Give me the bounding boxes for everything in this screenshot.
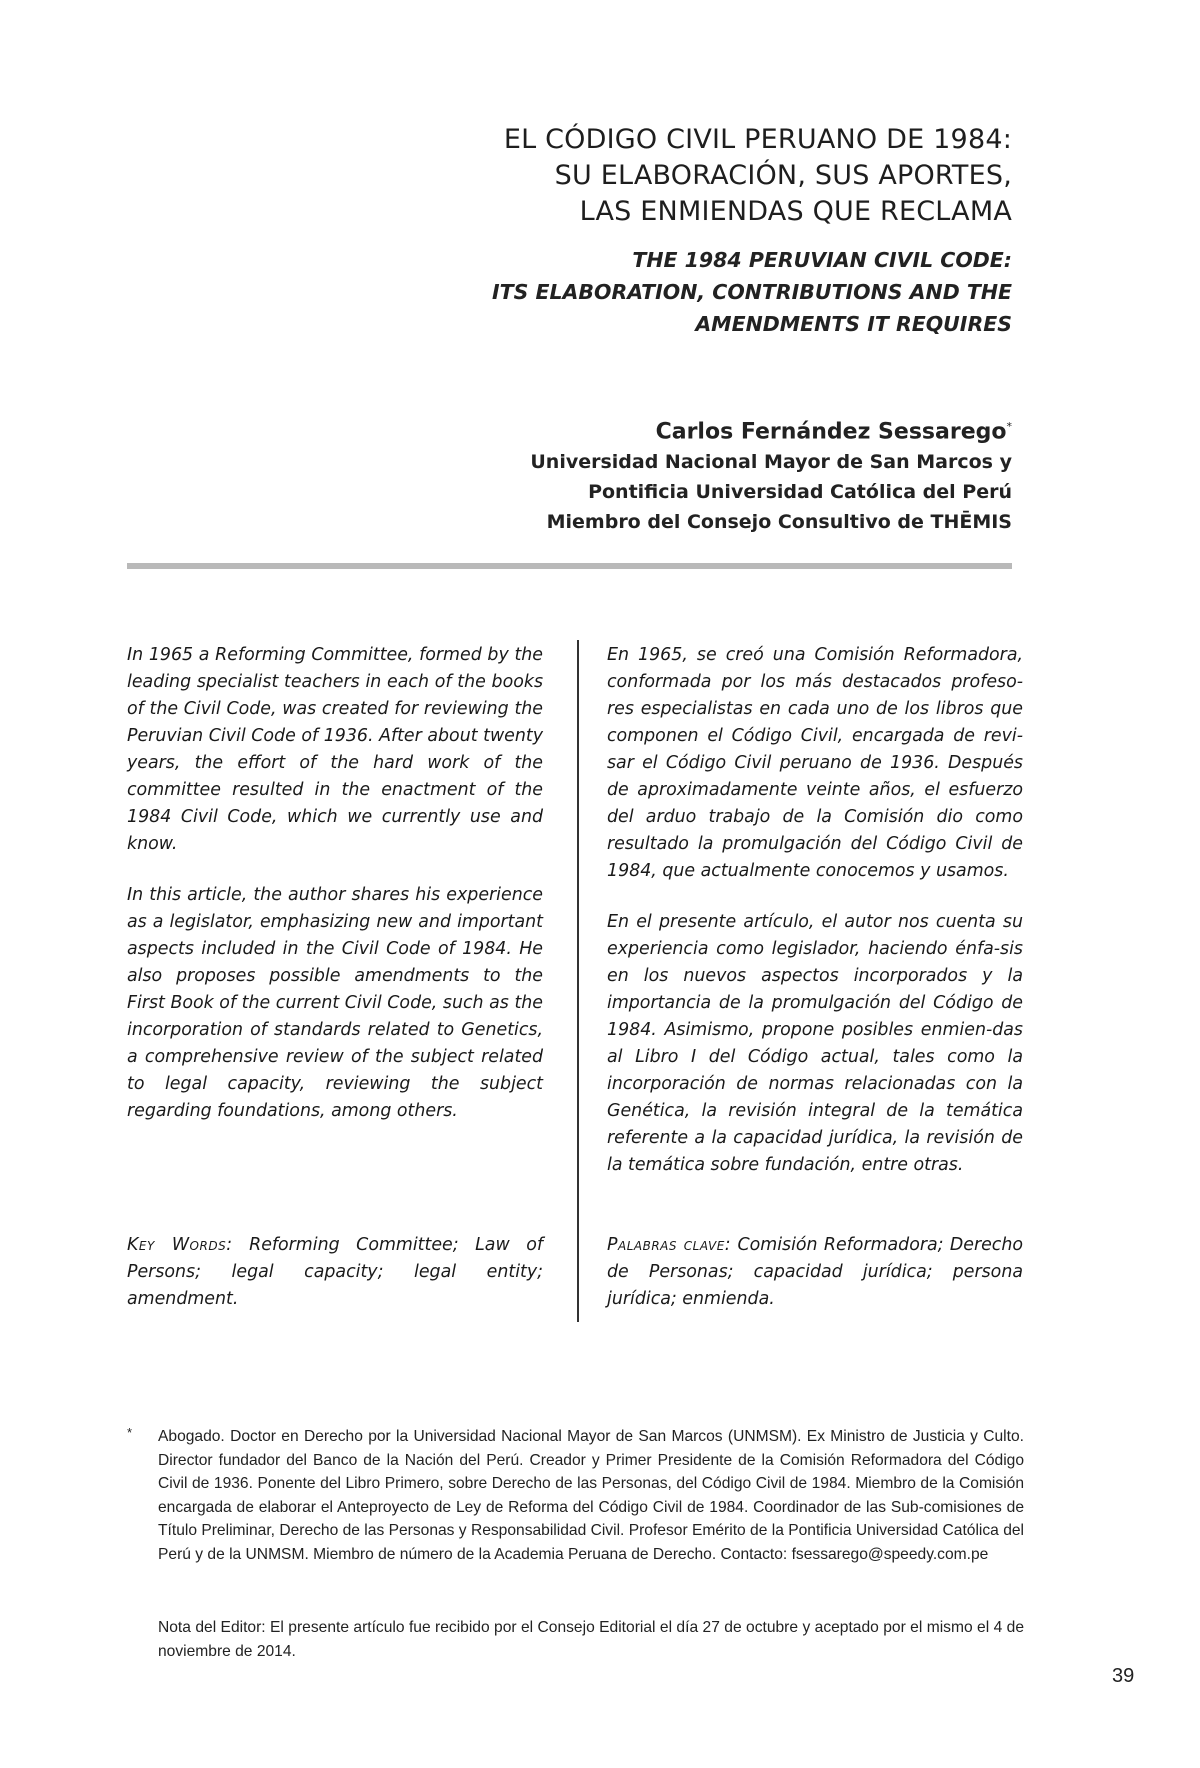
article-title-block <box>492 122 1012 340</box>
abstract-spanish <box>607 642 1023 1179</box>
title-es-line: SU ELABORACIÓN, SUS APORTES, <box>554 160 1012 191</box>
abstract-en-paragraph: In this article, the author shares his experience as a legislator, emphasizing new and important aspects included in the Civil Code of 1984. He also proposes possible amendments to the First Book of the current Civil Code, such as the incorporation of standards related to Genetics, a comprehensive review of the subject related to legal capacity, reviewing the subject regarding foundations, among others. <box>127 885 543 1121</box>
title-english <box>492 244 1012 340</box>
title-es-line: LAS ENMIENDAS QUE RECLAMA <box>579 196 1012 227</box>
keywords-es-text: Comisión Reformadora; Derecho de Personas; capacidad jurídica; persona jurídica; enmienda. <box>607 1235 1024 1309</box>
author-block <box>530 412 1012 537</box>
abstract-english <box>127 642 543 1125</box>
page-number: 39 <box>1112 1665 1135 1687</box>
title-spanish <box>492 122 1012 230</box>
author-affiliation: Miembro del Consejo Consultivo de THĒMIS <box>546 511 1012 534</box>
header-divider <box>127 563 1012 569</box>
author-footnote-marker[interactable]: * <box>1006 420 1012 433</box>
abstract-en-paragraph: In 1965 a Reforming Committee, formed by the leading specialist teachers in each of the books of the Civil Code, was created for reviewing the Peruvian Civil Code of 1936. After about twenty years, the effort of the hard work of the committee resulted in the enactment of the 1984 Civil Code, which we currently use and know. <box>127 645 543 854</box>
author-name-text: Carlos Fernández Sessarego <box>655 419 1007 445</box>
keywords-es-label: Palabras clave: <box>607 1235 732 1255</box>
keywords-en-label: Key Words: <box>127 1235 233 1255</box>
author-footnote: Abogado. Doctor en Derecho por la Universidad Nacional Mayor de San Marcos (UNMSM). Ex Ministro de Justicia y Culto. Director fundador del Banco de la Nación del Perú. Creador y Primer Presidente de la Comisión Reformadora del Código Civil de 1936. Ponente del Libro Primero, sobre Derecho de las Personas, del Código Civil de 1984. Miembro de la Comisión encargada de elaborar el Anteproyecto de Ley de Reforma del Código Civil de 1984. Coordinador de las Sub-comisiones de Título Preliminar, Derecho de las Personas y Responsabilidad Civil. Profesor Emérito de la Pontificia Universidad Católica del Perú y de la UNMSM. Miembro de número de la Academia Peruana de Derecho. Contacto: fsessarego@speedy.com.pe <box>158 1428 1024 1563</box>
author-name <box>530 412 1012 447</box>
keywords-spanish <box>607 1232 1023 1313</box>
title-en-line: THE 1984 PERUVIAN CIVIL CODE: <box>632 248 1012 272</box>
title-en-line: AMENDMENTS IT REQUIRES <box>695 312 1012 336</box>
keywords-en-text: Reforming Committee; Law of Persons; legal capacity; legal entity; amendment. <box>127 1235 543 1309</box>
editor-note: Nota del Editor: El presente artículo fue recibido por el Consejo Editorial el día 27 de octubre y aceptado por el mismo el 4 de noviembre de 2014. <box>158 1619 1024 1660</box>
keywords-english <box>127 1232 543 1313</box>
author-affiliation: Universidad Nacional Mayor de San Marcos y <box>530 451 1012 474</box>
abstract-es-paragraph: En el presente artículo, el autor nos cuenta su experiencia como legislador, haciendo énfa-sis en los nuevos aspectos incorporados y la importancia de la promulgación del Código de 1984. Asimismo, propone posibles enmien-das al Libro I del Código actual, tales como la incorporación de normas relacionadas con la Genética, la revisión integral de la temática referente a la capacidad jurídica, la revisión de la temática sobre fundación, entre otras. <box>607 912 1023 1175</box>
abstract-es-paragraph: En 1965, se creó una Comisión Reformadora, conformada por los más destacados profeso-res especialistas en cada uno de los libros que componen el Código Civil, encargada de revi-sar el Código Civil peruano de 1936. Después de aproximadamente veinte años, el esfuerzo del arduo trabajo de la Comisión dio como resultado la promulgación del Código Civil de 1984, que actualmente conocemos y usamos. <box>607 645 1023 881</box>
author-affiliation: Pontificia Universidad Católica del Perú <box>588 481 1012 504</box>
footnote-marker: * <box>127 1425 133 1440</box>
title-es-line: EL CÓDIGO CIVIL PERUANO DE 1984: <box>503 124 1012 155</box>
column-divider <box>577 640 579 1322</box>
title-en-line: ITS ELABORATION, CONTRIBUTIONS AND THE <box>491 280 1012 304</box>
